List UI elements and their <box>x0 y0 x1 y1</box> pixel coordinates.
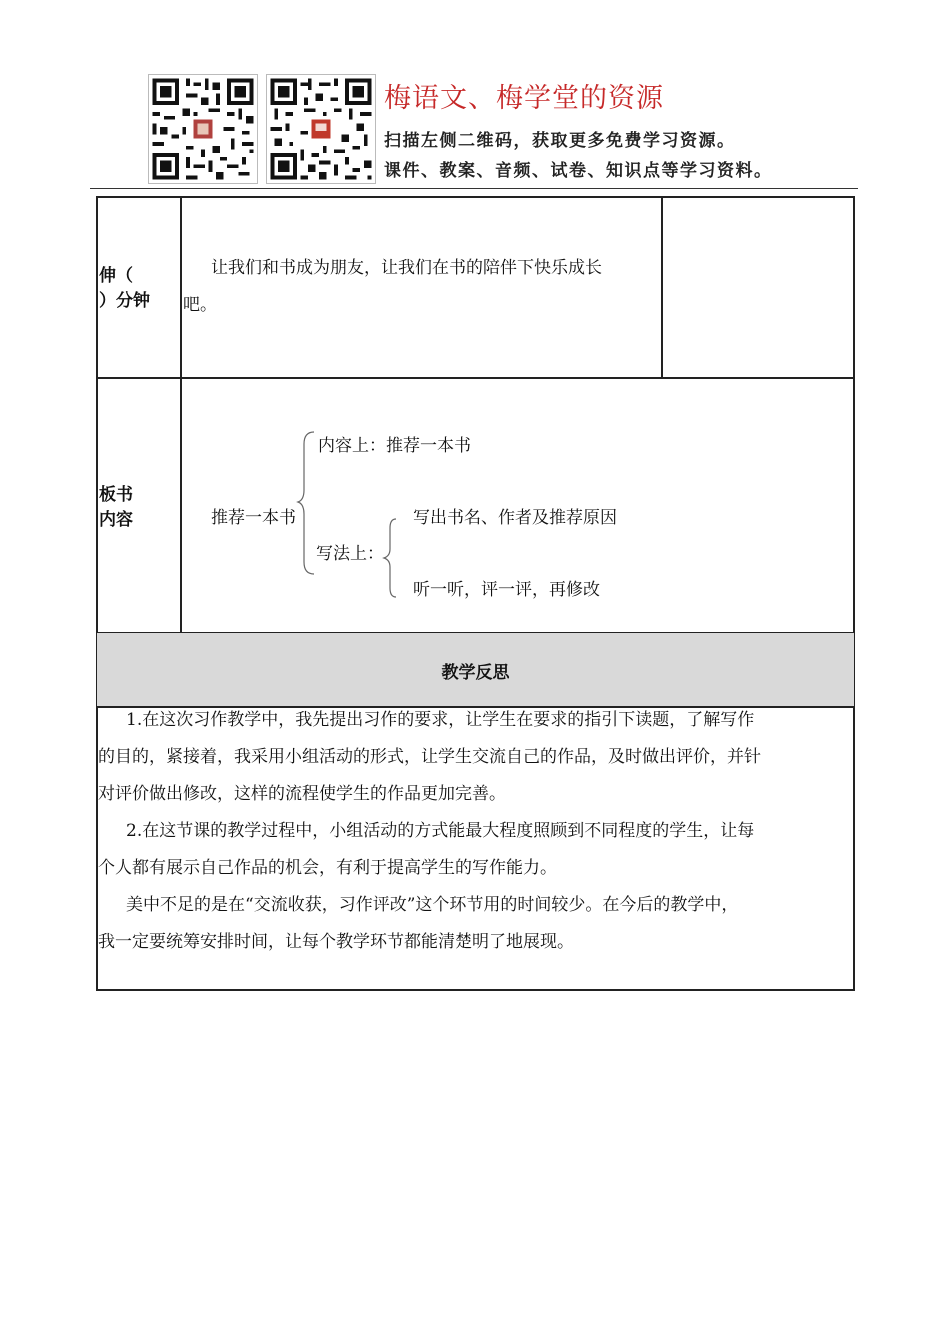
extension-label-line2: ）分钟 <box>99 291 150 311</box>
reflection-p1-line3: 对评价做出修改，这样的流程使学生的作品更加完善。 <box>98 784 506 804</box>
board-sub-item-1: 写出书名、作者及推荐原因 <box>413 508 617 528</box>
extension-text-line1: 让我们和书成为朋友，让我们在书的陪伴下快乐成长 <box>211 258 602 278</box>
reflection-paragraph-1 <box>98 702 846 813</box>
board-label <box>99 483 133 533</box>
reflection-paragraph-3 <box>98 887 846 961</box>
small-brace <box>382 516 398 600</box>
reflection-paragraph-2 <box>98 813 846 887</box>
table-right-border <box>853 196 855 991</box>
table-top-border <box>96 196 855 198</box>
qr-code-right <box>266 74 376 184</box>
reflection-p2-line1: 2.在这节课的教学过程中，小组活动的方式能最大程度照顾到不同程度的学生，让每 <box>126 821 755 841</box>
brand-title: 梅语文、梅学堂的资源 <box>384 83 664 114</box>
reflection-title: 教学反思 <box>441 663 510 683</box>
brand-subtitle-line2: 课件、教案、音频、试卷、知识点等学习资料。 <box>384 161 773 181</box>
label-column-divider <box>180 196 182 633</box>
reflection-p3-line2: 我一定要统筹安排时间，让每个教学环节都能清楚明了地展现。 <box>98 932 574 952</box>
board-branch-writing: 写法上： <box>316 544 384 564</box>
extension-label-line1: 伸（ <box>99 266 133 286</box>
board-label-line1: 板书 <box>99 485 133 505</box>
board-branch-content: 内容上：推荐一本书 <box>318 436 471 456</box>
reflection-p1-line1: 1.在这次习作教学中，我先提出习作的要求，让学生在要求的指引下读题，了解写作 <box>126 710 755 730</box>
extension-text-line2: 吧。 <box>183 295 217 315</box>
reflection-p3-line1: 美中不足的是在“交流收获，习作评改”这个环节用的时间较少。在今后的教学中， <box>126 895 739 915</box>
header-divider <box>90 188 858 189</box>
extension-label <box>99 264 150 314</box>
board-root: 推荐一本书 <box>211 508 296 528</box>
board-sub-item-2: 听一听，评一评，再修改 <box>413 580 600 600</box>
large-brace <box>296 428 316 578</box>
qr-code-left <box>148 74 258 184</box>
brand-subtitle-line1: 扫描左侧二维码，获取更多免费学习资源。 <box>384 131 736 151</box>
notes-column-divider <box>661 196 663 378</box>
table-bottom-border <box>96 989 855 991</box>
row-divider-1 <box>96 377 855 379</box>
reflection-p1-line2: 的目的，紧接着，我采用小组活动的形式，让学生交流自己的作品，及时做出评价，并针 <box>98 747 761 767</box>
reflection-p2-line2: 个人都有展示自己作品的机会，有利于提高学生的写作能力。 <box>98 858 557 878</box>
board-label-line2: 内容 <box>99 510 133 530</box>
